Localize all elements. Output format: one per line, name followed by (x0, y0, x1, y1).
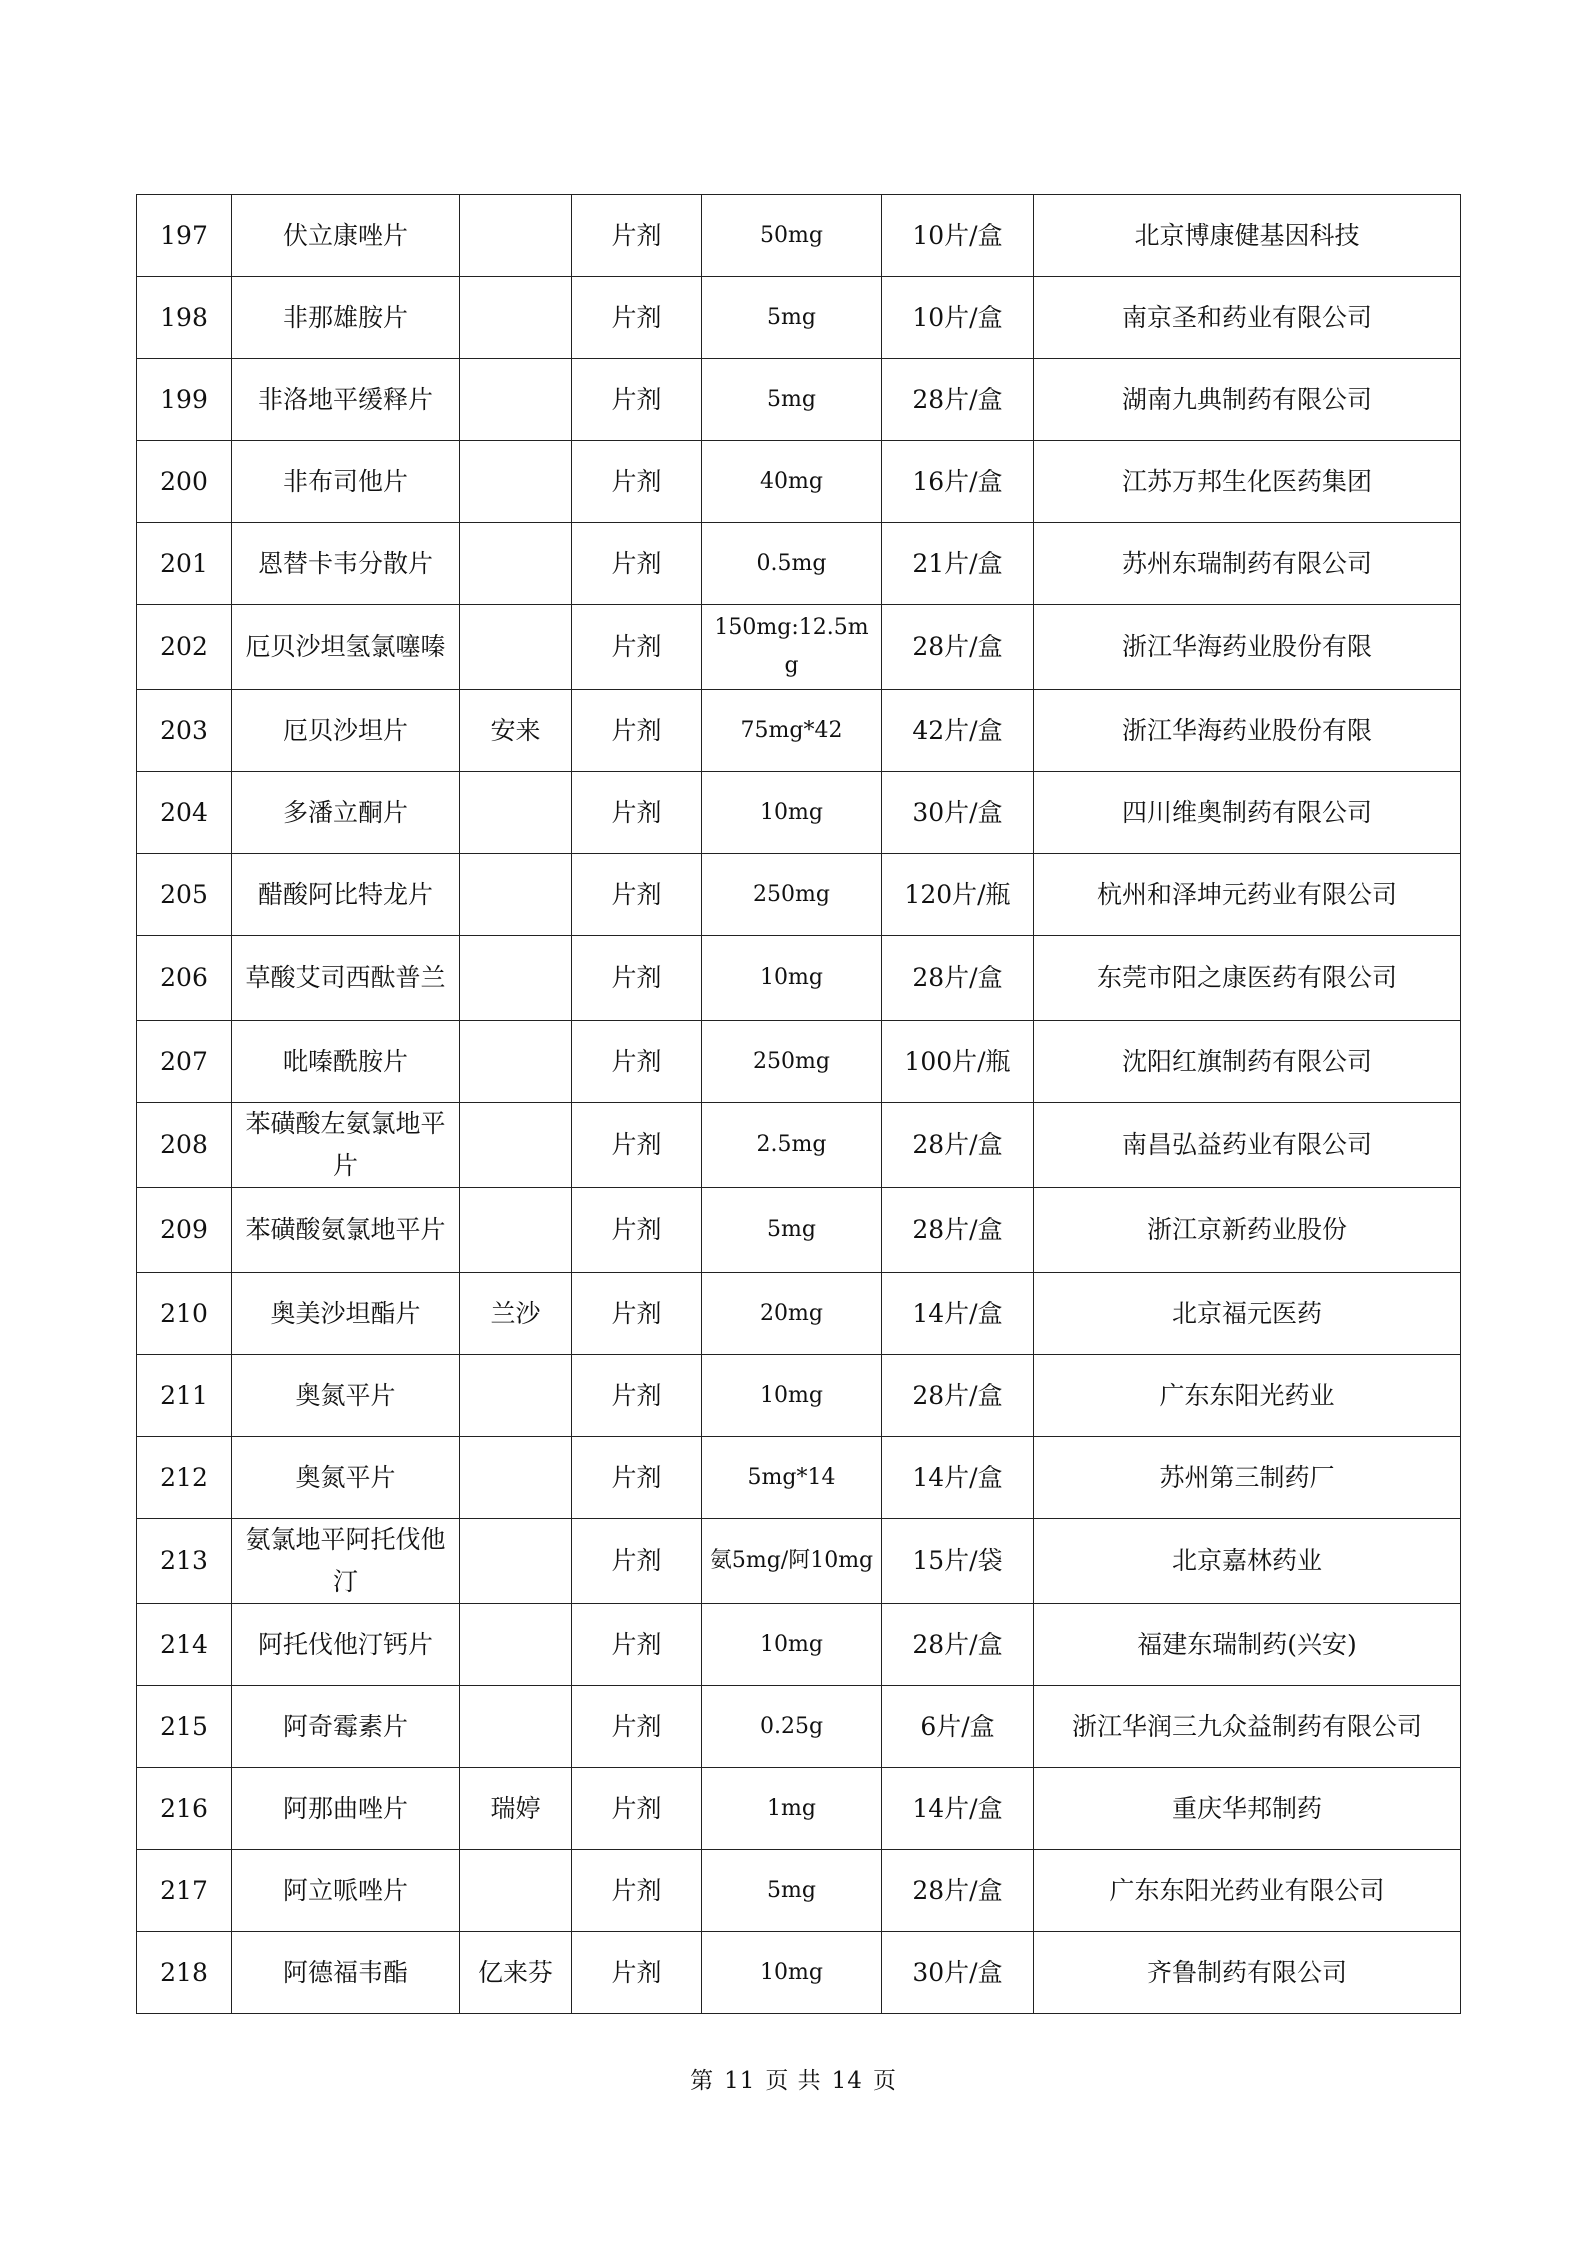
cell-manufacturer: 浙江华海药业股份有限 (1034, 690, 1461, 772)
cell-specification: 0.25g (702, 1686, 882, 1768)
cell-dosage-form: 片剂 (572, 523, 702, 605)
cell-number: 214 (137, 1604, 232, 1686)
cell-specification: 2.5mg (702, 1103, 882, 1188)
cell-brand (460, 1850, 572, 1932)
cell-manufacturer: 北京嘉林药业 (1034, 1519, 1461, 1604)
cell-manufacturer: 南昌弘益药业有限公司 (1034, 1103, 1461, 1188)
cell-number: 213 (137, 1519, 232, 1604)
cell-manufacturer: 北京博康健基因科技 (1034, 195, 1461, 277)
table-row (137, 1932, 1461, 2014)
cell-manufacturer: 沈阳红旗制药有限公司 (1034, 1021, 1461, 1103)
cell-specification: 20mg (702, 1273, 882, 1355)
cell-drug-name: 草酸艾司西酞普兰 (232, 936, 460, 1021)
drug-table (136, 194, 1461, 2014)
footer-middle: 页 共 (765, 2068, 822, 2094)
cell-number: 212 (137, 1437, 232, 1519)
cell-drug-name: 厄贝沙坦片 (232, 690, 460, 772)
table-row (137, 690, 1461, 772)
cell-brand (460, 359, 572, 441)
cell-brand (460, 936, 572, 1021)
page-footer (0, 2062, 1587, 2095)
cell-dosage-form: 片剂 (572, 1021, 702, 1103)
footer-total-pages: 14 (831, 2068, 863, 2094)
table-row (137, 936, 1461, 1021)
cell-package: 14片/盒 (882, 1768, 1034, 1850)
table-body (137, 195, 1461, 2014)
cell-package: 30片/盒 (882, 772, 1034, 854)
table-row (137, 1188, 1461, 1273)
cell-specification: 75mg*42 (702, 690, 882, 772)
cell-brand (460, 441, 572, 523)
cell-specification: 氨5mg/阿10mg (702, 1519, 882, 1604)
cell-package: 14片/盒 (882, 1273, 1034, 1355)
table-row (137, 1273, 1461, 1355)
table-row (137, 195, 1461, 277)
cell-drug-name: 阿托伐他汀钙片 (232, 1604, 460, 1686)
cell-brand: 亿来芬 (460, 1932, 572, 2014)
cell-drug-name: 非布司他片 (232, 441, 460, 523)
cell-number: 200 (137, 441, 232, 523)
cell-dosage-form: 片剂 (572, 1604, 702, 1686)
cell-brand: 安来 (460, 690, 572, 772)
cell-specification: 250mg (702, 1021, 882, 1103)
cell-dosage-form: 片剂 (572, 1437, 702, 1519)
cell-brand (460, 1604, 572, 1686)
cell-number: 204 (137, 772, 232, 854)
cell-drug-name: 苯磺酸左氨氯地平片 (232, 1103, 460, 1188)
footer-prefix: 第 (690, 2068, 715, 2094)
cell-specification: 10mg (702, 1604, 882, 1686)
cell-drug-name: 阿立哌唑片 (232, 1850, 460, 1932)
cell-package: 42片/盒 (882, 690, 1034, 772)
table-row (137, 1768, 1461, 1850)
cell-manufacturer: 浙江华海药业股份有限 (1034, 605, 1461, 690)
cell-number: 216 (137, 1768, 232, 1850)
cell-specification: 5mg (702, 359, 882, 441)
cell-drug-name: 非洛地平缓释片 (232, 359, 460, 441)
table-row (137, 854, 1461, 936)
cell-number: 202 (137, 605, 232, 690)
cell-dosage-form: 片剂 (572, 1932, 702, 2014)
cell-specification: 1mg (702, 1768, 882, 1850)
cell-brand (460, 195, 572, 277)
cell-drug-name: 醋酸阿比特龙片 (232, 854, 460, 936)
cell-dosage-form: 片剂 (572, 1850, 702, 1932)
cell-dosage-form: 片剂 (572, 359, 702, 441)
cell-manufacturer: 江苏万邦生化医药集团 (1034, 441, 1461, 523)
cell-drug-name: 阿奇霉素片 (232, 1686, 460, 1768)
cell-brand: 瑞婷 (460, 1768, 572, 1850)
cell-drug-name: 奥美沙坦酯片 (232, 1273, 460, 1355)
cell-specification: 10mg (702, 1355, 882, 1437)
cell-dosage-form: 片剂 (572, 1686, 702, 1768)
cell-brand (460, 1437, 572, 1519)
cell-dosage-form: 片剂 (572, 1768, 702, 1850)
table-row (137, 772, 1461, 854)
table-row (137, 1021, 1461, 1103)
cell-brand (460, 277, 572, 359)
cell-specification: 150mg:12.5mg (702, 605, 882, 690)
cell-specification: 5mg (702, 1850, 882, 1932)
cell-package: 28片/盒 (882, 1850, 1034, 1932)
cell-number: 207 (137, 1021, 232, 1103)
cell-package: 6片/盒 (882, 1686, 1034, 1768)
cell-dosage-form: 片剂 (572, 936, 702, 1021)
cell-brand (460, 1103, 572, 1188)
cell-number: 199 (137, 359, 232, 441)
table-row (137, 1355, 1461, 1437)
cell-drug-name: 氨氯地平阿托伐他汀 (232, 1519, 460, 1604)
cell-drug-name: 阿德福韦酯 (232, 1932, 460, 2014)
cell-package: 28片/盒 (882, 936, 1034, 1021)
cell-manufacturer: 齐鲁制药有限公司 (1034, 1932, 1461, 2014)
cell-package: 15片/袋 (882, 1519, 1034, 1604)
cell-drug-name: 伏立康唑片 (232, 195, 460, 277)
cell-manufacturer: 四川维奥制药有限公司 (1034, 772, 1461, 854)
cell-number: 217 (137, 1850, 232, 1932)
cell-number: 197 (137, 195, 232, 277)
cell-package: 28片/盒 (882, 1103, 1034, 1188)
cell-brand: 兰沙 (460, 1273, 572, 1355)
cell-package: 14片/盒 (882, 1437, 1034, 1519)
table-row (137, 1103, 1461, 1188)
cell-package: 120片/瓶 (882, 854, 1034, 936)
cell-manufacturer: 苏州第三制药厂 (1034, 1437, 1461, 1519)
cell-manufacturer: 湖南九典制药有限公司 (1034, 359, 1461, 441)
cell-dosage-form: 片剂 (572, 1103, 702, 1188)
cell-brand (460, 523, 572, 605)
cell-number: 203 (137, 690, 232, 772)
cell-drug-name: 非那雄胺片 (232, 277, 460, 359)
cell-dosage-form: 片剂 (572, 605, 702, 690)
cell-package: 100片/瓶 (882, 1021, 1034, 1103)
cell-brand (460, 1188, 572, 1273)
cell-specification: 5mg (702, 277, 882, 359)
cell-manufacturer: 杭州和泽坤元药业有限公司 (1034, 854, 1461, 936)
cell-package: 28片/盒 (882, 1604, 1034, 1686)
cell-number: 211 (137, 1355, 232, 1437)
cell-specification: 250mg (702, 854, 882, 936)
cell-drug-name: 苯磺酸氨氯地平片 (232, 1188, 460, 1273)
cell-package: 28片/盒 (882, 605, 1034, 690)
cell-brand (460, 772, 572, 854)
cell-manufacturer: 苏州东瑞制药有限公司 (1034, 523, 1461, 605)
cell-drug-name: 多潘立酮片 (232, 772, 460, 854)
cell-package: 28片/盒 (882, 1355, 1034, 1437)
cell-drug-name: 奥氮平片 (232, 1355, 460, 1437)
cell-number: 205 (137, 854, 232, 936)
cell-dosage-form: 片剂 (572, 1355, 702, 1437)
table-row (137, 1850, 1461, 1932)
cell-brand (460, 1519, 572, 1604)
cell-dosage-form: 片剂 (572, 854, 702, 936)
table-row (137, 359, 1461, 441)
cell-dosage-form: 片剂 (572, 690, 702, 772)
cell-brand (460, 854, 572, 936)
cell-dosage-form: 片剂 (572, 441, 702, 523)
cell-number: 210 (137, 1273, 232, 1355)
cell-package: 28片/盒 (882, 359, 1034, 441)
cell-package: 28片/盒 (882, 1188, 1034, 1273)
cell-dosage-form: 片剂 (572, 772, 702, 854)
cell-manufacturer: 广东东阳光药业有限公司 (1034, 1850, 1461, 1932)
cell-drug-name: 恩替卡韦分散片 (232, 523, 460, 605)
cell-number: 208 (137, 1103, 232, 1188)
cell-brand (460, 1355, 572, 1437)
cell-specification: 50mg (702, 195, 882, 277)
cell-specification: 5mg (702, 1188, 882, 1273)
cell-dosage-form: 片剂 (572, 277, 702, 359)
cell-specification: 10mg (702, 1932, 882, 2014)
cell-specification: 0.5mg (702, 523, 882, 605)
cell-package: 21片/盒 (882, 523, 1034, 605)
table-row (137, 1604, 1461, 1686)
cell-specification: 10mg (702, 936, 882, 1021)
cell-manufacturer: 北京福元医药 (1034, 1273, 1461, 1355)
table-row (137, 1519, 1461, 1604)
cell-number: 215 (137, 1686, 232, 1768)
cell-specification: 40mg (702, 441, 882, 523)
cell-manufacturer: 浙江华润三九众益制药有限公司 (1034, 1686, 1461, 1768)
cell-number: 218 (137, 1932, 232, 2014)
table-row (137, 605, 1461, 690)
cell-manufacturer: 东莞市阳之康医药有限公司 (1034, 936, 1461, 1021)
cell-drug-name: 吡嗪酰胺片 (232, 1021, 460, 1103)
cell-brand (460, 1686, 572, 1768)
cell-package: 30片/盒 (882, 1932, 1034, 2014)
cell-drug-name: 厄贝沙坦氢氯噻嗪 (232, 605, 460, 690)
cell-dosage-form: 片剂 (572, 1273, 702, 1355)
cell-dosage-form: 片剂 (572, 1519, 702, 1604)
cell-specification: 5mg*14 (702, 1437, 882, 1519)
footer-page-number: 11 (724, 2068, 756, 2094)
cell-number: 209 (137, 1188, 232, 1273)
cell-drug-name: 奥氮平片 (232, 1437, 460, 1519)
table-row (137, 277, 1461, 359)
cell-drug-name: 阿那曲唑片 (232, 1768, 460, 1850)
footer-suffix: 页 (872, 2068, 897, 2094)
table-row (137, 1437, 1461, 1519)
cell-manufacturer: 福建东瑞制药(兴安) (1034, 1604, 1461, 1686)
cell-number: 198 (137, 277, 232, 359)
cell-package: 16片/盒 (882, 441, 1034, 523)
cell-number: 201 (137, 523, 232, 605)
cell-brand (460, 605, 572, 690)
cell-number: 206 (137, 936, 232, 1021)
cell-dosage-form: 片剂 (572, 195, 702, 277)
table-row (137, 441, 1461, 523)
table-row (137, 523, 1461, 605)
cell-package: 10片/盒 (882, 277, 1034, 359)
table-row (137, 1686, 1461, 1768)
cell-brand (460, 1021, 572, 1103)
cell-manufacturer: 广东东阳光药业 (1034, 1355, 1461, 1437)
cell-specification: 10mg (702, 772, 882, 854)
cell-package: 10片/盒 (882, 195, 1034, 277)
cell-manufacturer: 浙江京新药业股份 (1034, 1188, 1461, 1273)
cell-manufacturer: 南京圣和药业有限公司 (1034, 277, 1461, 359)
cell-manufacturer: 重庆华邦制药 (1034, 1768, 1461, 1850)
cell-dosage-form: 片剂 (572, 1188, 702, 1273)
